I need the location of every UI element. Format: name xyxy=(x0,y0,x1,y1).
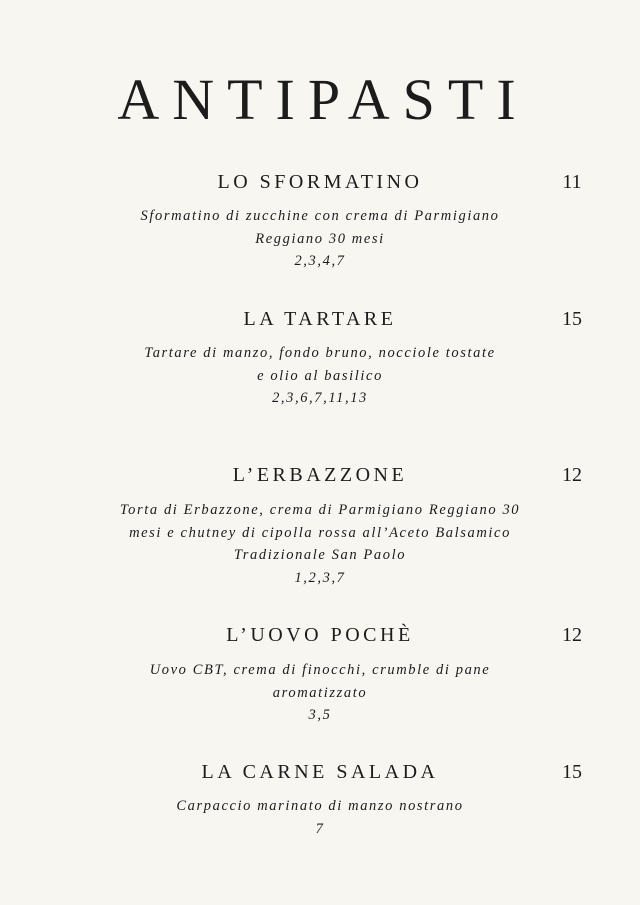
dish-name: L’ERBAZZONE xyxy=(232,464,408,486)
dish-description-line: Carpaccio marinato di manzo nostrano xyxy=(176,798,464,814)
dish-description xyxy=(80,342,560,410)
dish-description-line: e olio al basilico xyxy=(257,367,383,384)
dish-description-line: aromatizzato xyxy=(272,684,368,701)
dish-allergens: 7 xyxy=(315,820,325,837)
menu-title: ANTIPASTI xyxy=(117,67,529,132)
dish-allergens: 2,3,6,7,11,13 xyxy=(272,390,368,406)
dish-description-line: Tartare di manzo, fondo bruno, nocciole tostate xyxy=(144,345,496,361)
dish-description-line: Torta di Erbazzone, crema di Parmigiano Reggiano 30 xyxy=(119,502,521,518)
dish-price: 11 xyxy=(562,171,582,193)
dish-price: 12 xyxy=(562,624,582,646)
dish-description-line: Uovo CBT, crema di finocchi, crumble di pane xyxy=(149,662,491,678)
dish-name: L’UOVO POCHÈ xyxy=(226,624,414,646)
dish-description xyxy=(80,205,560,273)
dish-description-line: Tradizionale San Paolo xyxy=(233,547,407,563)
dish-price: 12 xyxy=(562,464,582,486)
dish-price: 15 xyxy=(562,308,582,330)
dish-allergens: 3,5 xyxy=(308,707,332,723)
dish-allergens: 1,2,3,7 xyxy=(294,569,346,586)
dish-allergens: 2,3,4,7 xyxy=(294,253,346,269)
dish-name: LA CARNE SALADA xyxy=(201,761,439,783)
dish-description-line: mesi e chutney di cipolla rossa all’Aceto Balsamico xyxy=(129,524,511,541)
dish-description-line: Sformatino di zucchine con crema di Parmigiano xyxy=(140,208,500,224)
dish-description xyxy=(60,499,580,589)
dish-name: LO SFORMATINO xyxy=(217,171,423,193)
dish-description-line: Reggiano 30 mesi xyxy=(255,230,385,247)
dish-description xyxy=(80,795,560,840)
dish-description xyxy=(80,659,560,727)
dish-name: LA TARTARE xyxy=(243,308,397,330)
dish-price: 15 xyxy=(562,761,582,783)
